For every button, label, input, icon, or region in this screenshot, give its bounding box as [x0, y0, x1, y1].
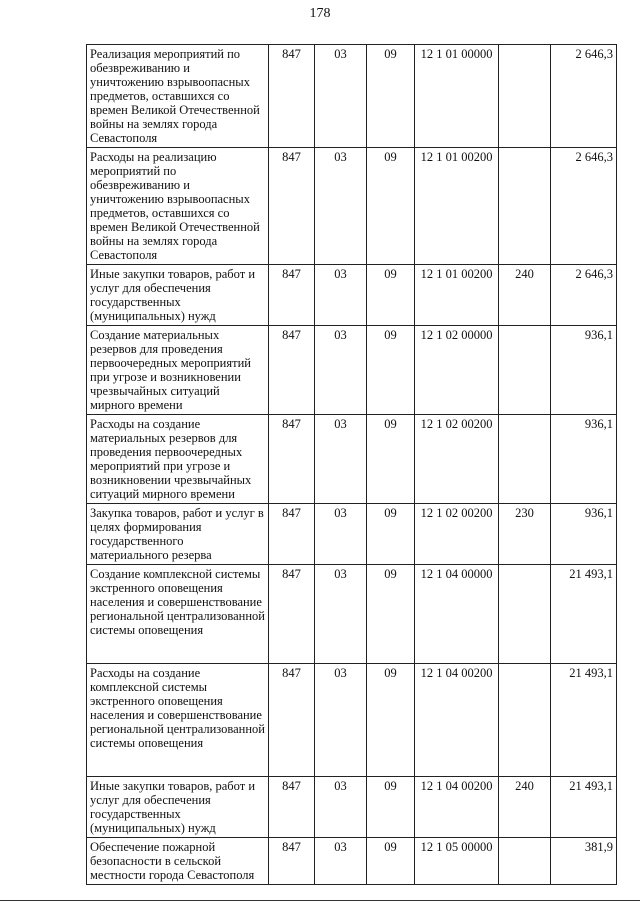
target-code: 12 1 01 00200 — [415, 148, 499, 265]
amount: 2 646,3 — [551, 148, 617, 265]
expense-type-code — [499, 326, 551, 415]
target-code: 12 1 05 00000 — [415, 838, 499, 885]
amount: 2 646,3 — [551, 265, 617, 326]
subsection-code: 09 — [367, 777, 415, 838]
section-code: 03 — [315, 664, 367, 777]
ministry-code: 847 — [269, 45, 315, 148]
amount: 21 493,1 — [551, 565, 617, 664]
expense-type-code: 240 — [499, 265, 551, 326]
expense-type-code — [499, 148, 551, 265]
item-name: Реализация мероприятий по обезвреживанию и уничтожению взрывоопасных предметов, оставшихся со времен Великой Отечественной войны на землях города Севастополя — [87, 45, 269, 148]
amount: 21 493,1 — [551, 664, 617, 777]
section-code: 03 — [315, 838, 367, 885]
section-code: 03 — [315, 504, 367, 565]
item-name: Расходы на создание материальных резервов для проведения первоочередных мероприятий при угрозе и возникновении чрезвычайных ситуаций мирного времени — [87, 415, 269, 504]
item-name: Создание комплексной системы экстренного оповещения населения и совершенствование региональной централизованной системы оповещения — [87, 565, 269, 664]
subsection-code: 09 — [367, 504, 415, 565]
ministry-code: 847 — [269, 265, 315, 326]
ministry-code: 847 — [269, 326, 315, 415]
section-code: 03 — [315, 326, 367, 415]
section-code: 03 — [315, 415, 367, 504]
amount: 936,1 — [551, 415, 617, 504]
ministry-code: 847 — [269, 838, 315, 885]
table-row — [87, 664, 617, 777]
subsection-code: 09 — [367, 265, 415, 326]
subsection-code: 09 — [367, 148, 415, 265]
table-row — [87, 415, 617, 504]
subsection-code: 09 — [367, 565, 415, 664]
item-name: Закупка товаров, работ и услуг в целях формирования государственного материального резерва — [87, 504, 269, 565]
ministry-code: 847 — [269, 664, 315, 777]
section-code: 03 — [315, 45, 367, 148]
ministry-code: 847 — [269, 777, 315, 838]
table-row — [87, 148, 617, 265]
section-code: 03 — [315, 148, 367, 265]
table-row — [87, 504, 617, 565]
item-name: Расходы на реализацию мероприятий по обезвреживанию и уничтожению взрывоопасных предметов, оставшихся со времен Великой Отечественной войны на землях города Севастополя — [87, 148, 269, 265]
item-name: Обеспечение пожарной безопасности в сельской местности города Севастополя — [87, 838, 269, 885]
section-code: 03 — [315, 565, 367, 664]
expense-type-code — [499, 565, 551, 664]
table-row — [87, 777, 617, 838]
expense-type-code — [499, 45, 551, 148]
expense-type-code: 230 — [499, 504, 551, 565]
expense-type-code: 240 — [499, 777, 551, 838]
section-code: 03 — [315, 265, 367, 326]
ministry-code: 847 — [269, 565, 315, 664]
section-code: 03 — [315, 777, 367, 838]
page-bottom-edge — [0, 900, 640, 901]
expense-type-code — [499, 664, 551, 777]
item-name: Создание материальных резервов для проведения первоочередных мероприятий при угрозе и возникновении чрезвычайных ситуаций мирного времени — [87, 326, 269, 415]
target-code: 12 1 01 00000 — [415, 45, 499, 148]
table-row — [87, 838, 617, 885]
target-code: 12 1 04 00000 — [415, 565, 499, 664]
target-code: 12 1 02 00200 — [415, 415, 499, 504]
budget-table — [86, 44, 617, 885]
ministry-code: 847 — [269, 415, 315, 504]
item-name: Иные закупки товаров, работ и услуг для обеспечения государственных (муниципальных) нужд — [87, 265, 269, 326]
amount: 381,9 — [551, 838, 617, 885]
ministry-code: 847 — [269, 504, 315, 565]
target-code: 12 1 04 00200 — [415, 664, 499, 777]
amount: 936,1 — [551, 326, 617, 415]
table-row — [87, 326, 617, 415]
table-row — [87, 45, 617, 148]
target-code: 12 1 04 00200 — [415, 777, 499, 838]
subsection-code: 09 — [367, 45, 415, 148]
amount: 2 646,3 — [551, 45, 617, 148]
subsection-code: 09 — [367, 415, 415, 504]
subsection-code: 09 — [367, 664, 415, 777]
target-code: 12 1 02 00000 — [415, 326, 499, 415]
page-number: 178 — [309, 6, 331, 21]
subsection-code: 09 — [367, 326, 415, 415]
subsection-code: 09 — [367, 838, 415, 885]
target-code: 12 1 02 00200 — [415, 504, 499, 565]
expense-type-code — [499, 838, 551, 885]
item-name: Расходы на создание комплексной системы экстренного оповещения населения и совершенствование региональной централизованной системы оповещения — [87, 664, 269, 777]
ministry-code: 847 — [269, 148, 315, 265]
target-code: 12 1 01 00200 — [415, 265, 499, 326]
amount: 21 493,1 — [551, 777, 617, 838]
item-name: Иные закупки товаров, работ и услуг для обеспечения государственных (муниципальных) нужд — [87, 777, 269, 838]
table-row — [87, 265, 617, 326]
table-row — [87, 565, 617, 664]
amount: 936,1 — [551, 504, 617, 565]
expense-type-code — [499, 415, 551, 504]
